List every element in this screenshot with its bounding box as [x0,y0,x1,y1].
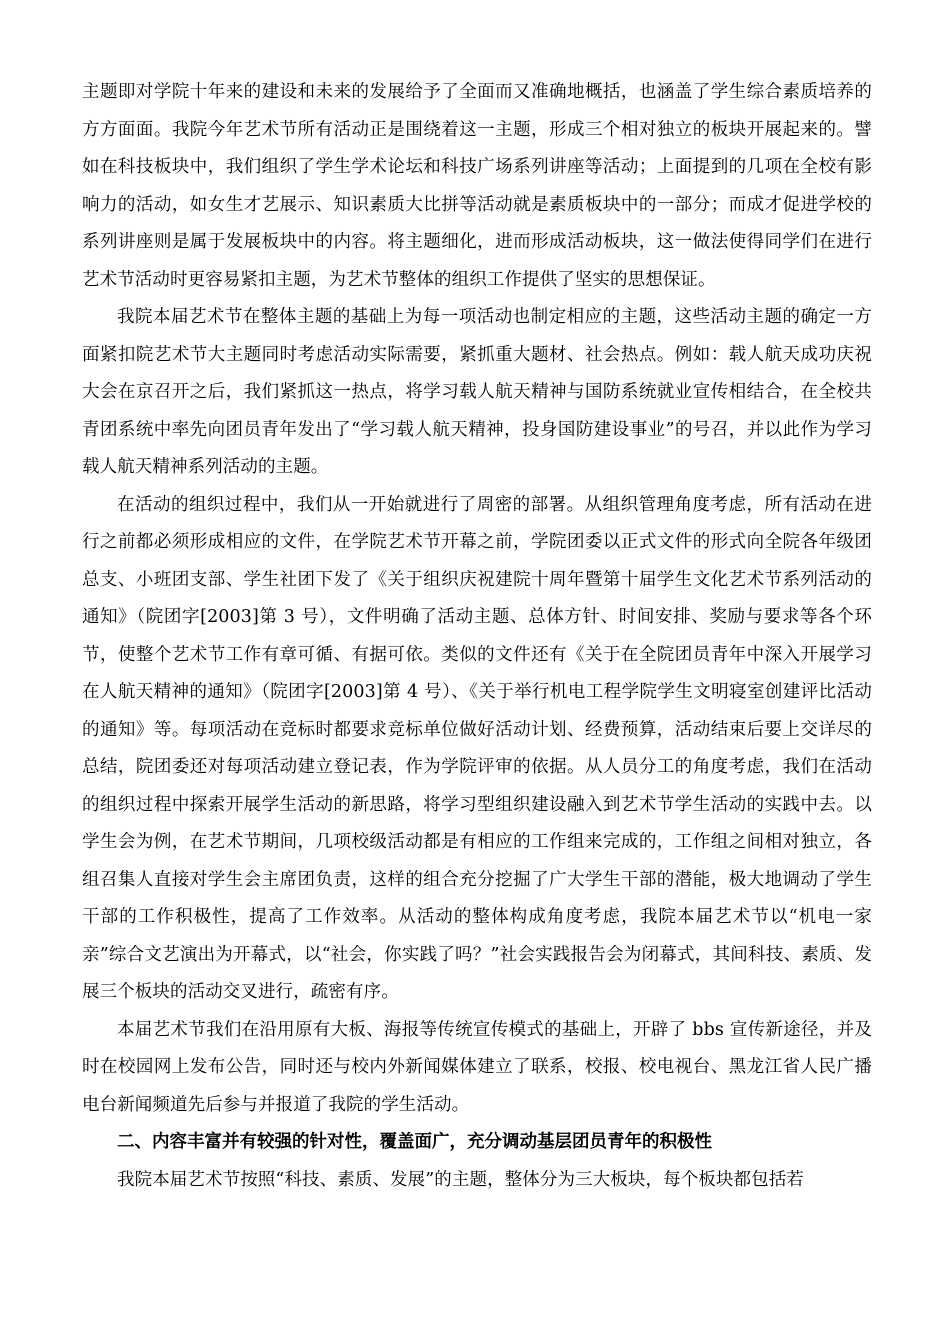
paragraph-three-sections: 我院本届艺术节按照“科技、素质、发展”的主题，整体分为三大板块，每个板块都包括若 [117,1169,804,1190]
paragraph-publicity: 本届艺术节我们在沿用原有大板、海报等传统宣传模式的基础上，开辟了 bbs 宣传新途径，并及时在校园网上发布公告，同时还与校内外新闻媒体建立了联系，校报、校电视台、黑龙江省人民广播电台新闻频道先后参与并报道了我院的学生活动。 [82,1019,872,1115]
paragraph-theme-summary: 主题即对学院十年来的建设和未来的发展给予了全面而又准确地概括，也涵盖了学生综合素质培养的方方面面。我院今年艺术节所有活动正是围绕着这一主题，形成三个相对独立的板块开展起来的。譬如在科技板块中，我们组织了学生学术论坛和科技广场系列讲座等活动；上面提到的几项在全校有影响力的活动，如女生才艺展示、知识素质大比拼等活动就是素质板块中的一部分；而成才促进学校的系列讲座则是属于发展板块中的内容。将主题细化，进而形成活动板块，这一做法使得同学们在进行艺术节活动时更容易紧扣主题，为艺术节整体的组织工作提供了坚实的思想保证。 [82,82,872,290]
section-heading: 二、内容丰富并有较强的针对性，覆盖面广，充分调动基层团员青年的积极性 [117,1132,712,1152]
paragraph-organization: 在活动的组织过程中，我们从一开始就进行了周密的部署。从组织管理角度考虑，所有活动在进行之前都必须形成相应的文件，在学院艺术节开幕之前，学院团委以正式文件的形式向全院各年级团总支、小班团支部、学生社团下发了《关于组织庆祝建院十周年暨第十届学生文化艺术节系列活动的通知》（院团字[2003]第 3 号），文件明确了活动主题、总体方针、时间安排、奖励与要求等各个环节，使整个艺术节工作有章可循、有据可依。类似的文件还有《关于在全院团员青年中深入开展学习在人航天精神的通知》（院团字[2003]第 4 号）、《关于举行机电工程学院学生文明寝室创建评比活动的通知》等。每项活动在竞标时都要求竞标单位做好活动计划、经费预算，活动结束后要上交详尽的总结，院团委还对每项活动建立登记表，作为学院评审的依据。从人员分工的角度考虑，我们在活动的组织过程中探索开展学生活动的新思路，将学习型组织建设融入到艺术节学生活动的实践中去。以学生会为例，在艺术节期间，几项校级活动都是有相应的工作组来完成的，工作组之间相对独立，各组召集人直接对学生会主席团负责，这样的组合充分挖掘了广大学生干部的潜能，极大地调动了学生干部的工作积极性，提高了工作效率。从活动的整体构成角度考虑，我院本届艺术节以“机电一家亲”综合文艺演出为开幕式，以“社会，你实践了吗？”社会实践报告会为闭幕式，其间科技、素质、发展三个板块的活动交叉进行，疏密有序。 [82,494,872,1002]
paragraph-activity-themes: 我院本届艺术节在整体主题的基础上为每一项活动也制定相应的主题，这些活动主题的确定一方面紧扣院艺术节大主题同时考虑活动实际需要，紧抓重大题材、社会热点。例如：载人航天成功庆祝大会在京召开之后，我们紧抓这一热点，将学习载人航天精神与国防系统就业宣传相结合，在全校共青团系统中率先向团员青年发出了“学习载人航天精神，投身国防建设事业”的号召，并以此作为学习载人航天精神系列活动的主题。 [82,307,872,477]
document-page [82,74,872,1199]
